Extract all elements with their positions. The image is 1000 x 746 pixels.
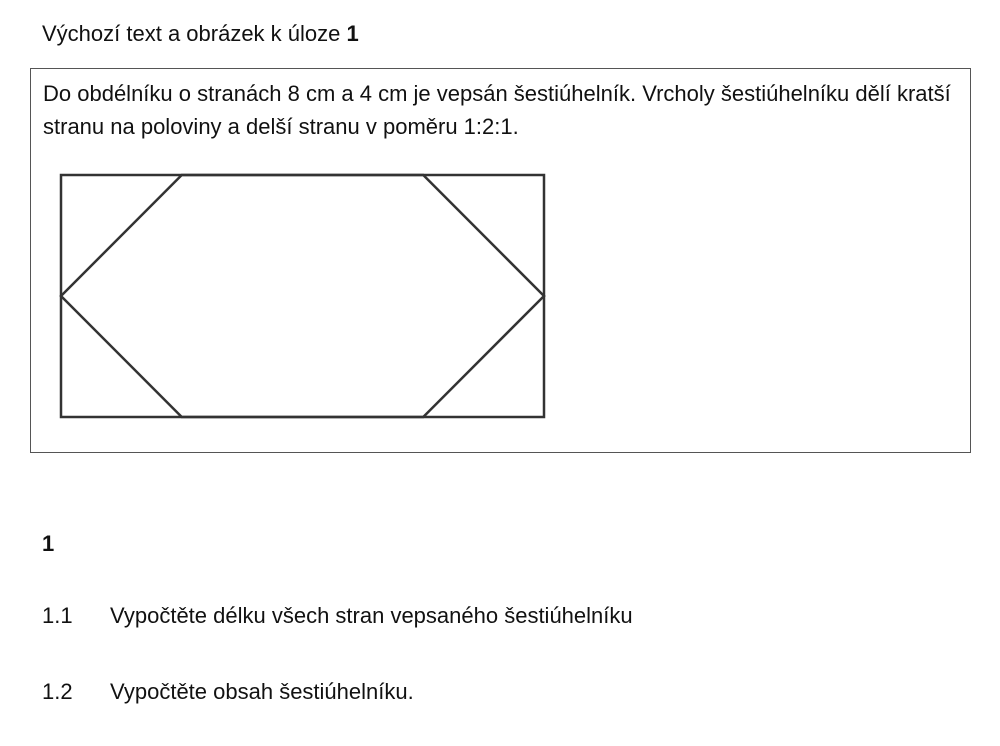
intro-box — [30, 68, 971, 453]
section-heading-text: Výchozí text a obrázek k úloze — [42, 21, 347, 46]
subtask-1-1 — [42, 602, 633, 630]
hexagon-figure — [31, 69, 972, 454]
subtask-number: 1.2 — [42, 679, 73, 704]
intro-paragraph: Do obdélníku o stranách 8 cm a 4 cm je vepsán šestiúhelník. Vrcholy šestiúhelníku dělí kratší stranu na poloviny a delší stranu v poměru 1:2:1. — [43, 81, 951, 139]
subtask-text: Vypočtěte délku všech stran vepsaného šestiúhelníku — [110, 603, 633, 628]
task-number: 1 — [42, 531, 55, 556]
rectangle — [61, 175, 544, 417]
section-heading — [42, 20, 359, 48]
hexagon — [61, 175, 544, 417]
subtask-text: Vypočtěte obsah šestiúhelníku. — [110, 679, 414, 704]
subtask-1-2 — [42, 678, 414, 706]
section-heading-number: 1 — [346, 21, 359, 46]
subtask-number: 1.1 — [42, 603, 73, 628]
